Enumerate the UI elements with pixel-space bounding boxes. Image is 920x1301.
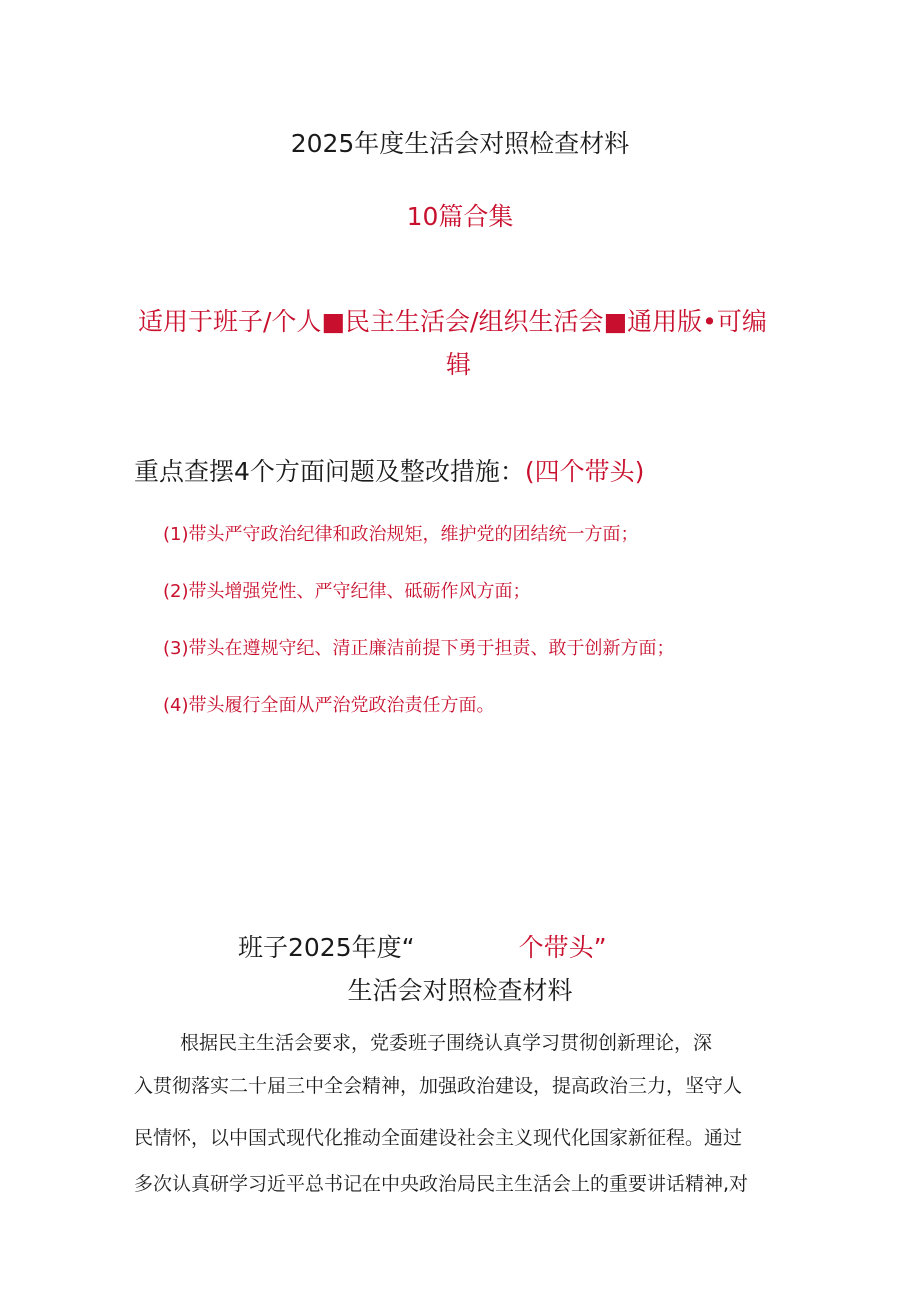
focus-highlight: (四个带头) <box>524 457 645 486</box>
body-paragraph-line: 多次认真研学习近平总书记在中央政治局民主生活会上的重要讲话精神,对 <box>134 1173 749 1195</box>
body-paragraph-line: 民情怀，以中国式现代化推动全面建设社会主义现代化国家新征程。通过 <box>134 1127 743 1149</box>
body-paragraph-line: 入贯彻落实二十届三中全会精神，加强政治建设，提高政治三力，坚守人 <box>134 1075 743 1097</box>
document-title: 2025年度生活会对照检查材料 <box>290 129 630 158</box>
list-item: (1)带头严守政治纪律和政治规矩，维护党的团结统一方面； <box>163 524 639 545</box>
section-title-part1: 班子2025年度“ <box>238 933 415 962</box>
section-title-line2: 生活会对照检查材料 <box>347 976 573 1005</box>
section-title <box>238 928 607 964</box>
applies-line-2: 辑 <box>446 350 472 379</box>
section-title-part2: 个带头” <box>518 933 607 962</box>
list-item: (4)带头履行全面从严治党政治责任方面。 <box>163 695 495 716</box>
focus-heading <box>134 452 644 488</box>
applies-line-1: 适用于班子/个人■民主生活会/组织生活会■通用版•可编 <box>138 307 767 336</box>
list-item: (2)带头增强党性、严守纪律、砥砺作风方面； <box>163 581 531 602</box>
body-paragraph-line: 根据民主生活会要求，党委班子围绕认真学习贯彻创新理论，深 <box>180 1032 713 1054</box>
document-subtitle: 10篇合集 <box>406 202 514 231</box>
list-item: (3)带头在遵规守纪、清正廉洁前提下勇于担责、敢于创新方面； <box>163 638 675 659</box>
focus-lead: 重点查摆4个方面问题及整改措施： <box>134 457 525 486</box>
